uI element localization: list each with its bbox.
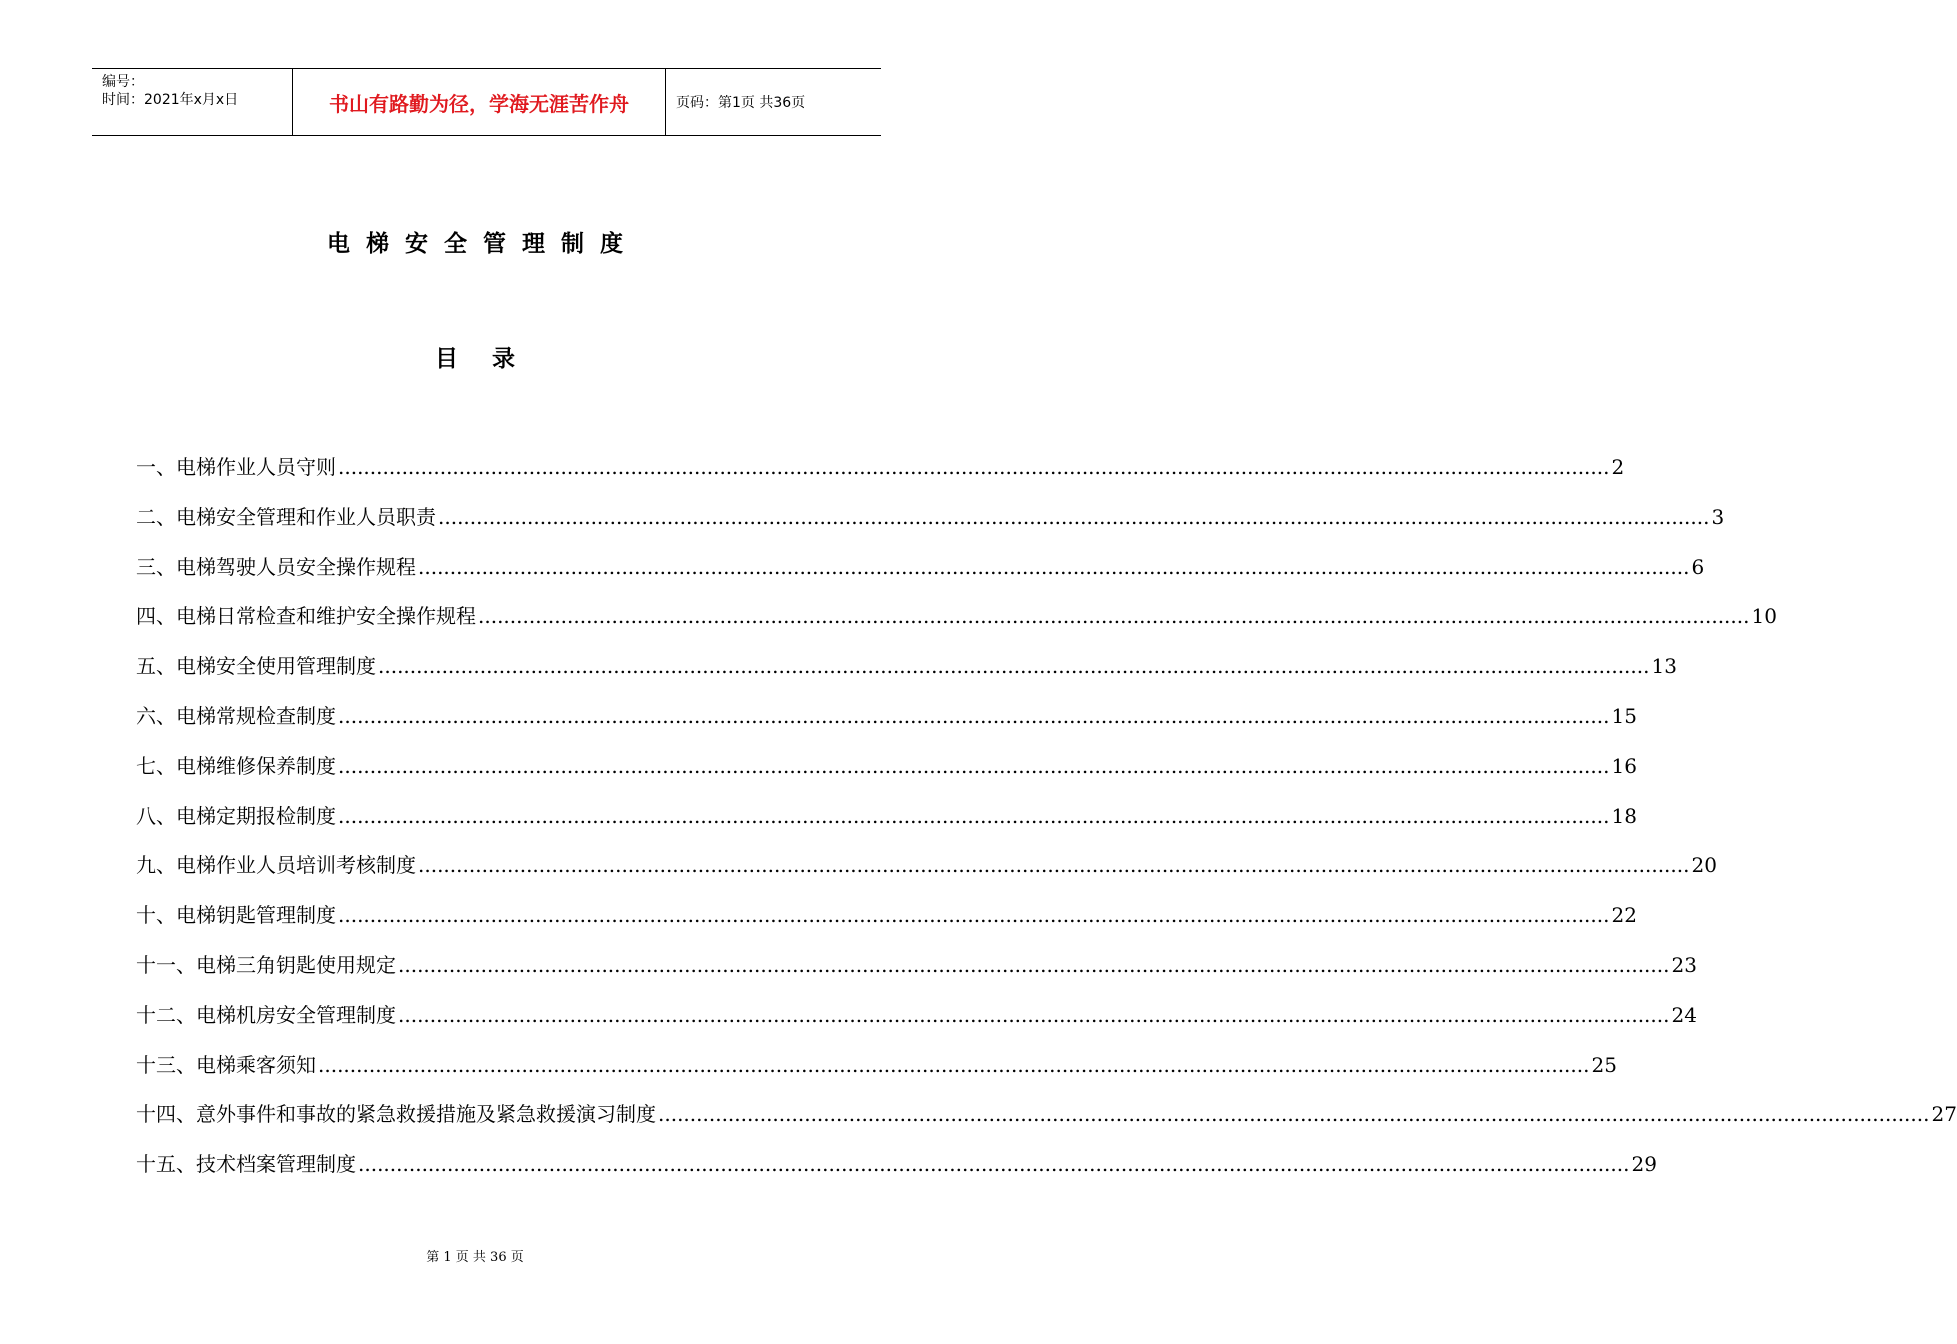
toc-entry-page: 23 bbox=[1671, 952, 1697, 977]
toc-entry-page: 15 bbox=[1611, 703, 1637, 728]
toc-entry-label: 五、电梯安全使用管理制度 bbox=[136, 654, 376, 679]
toc-leader-dots: ........................................................................................................................................................................................................ bbox=[338, 903, 1610, 928]
toc-entry[interactable] bbox=[136, 949, 1697, 999]
toc-leader-dots: ........................................................................................................................................................................................................ bbox=[378, 654, 1650, 679]
toc-leader-dots: ........................................................................................................................................................................................................ bbox=[438, 504, 1710, 529]
header-table bbox=[92, 68, 881, 136]
toc-entry-label: 十二、电梯机房安全管理制度 bbox=[136, 1002, 396, 1027]
toc-entry-label: 三、电梯驾驶人员安全操作规程 bbox=[136, 554, 416, 579]
page-footer: 第 1 页 共 36 页 bbox=[426, 1250, 524, 1265]
toc-entry-page: 2 bbox=[1611, 455, 1625, 479]
toc-entry[interactable] bbox=[136, 650, 1677, 700]
toc-entry-label: 二、电梯安全管理和作业人员职责 bbox=[136, 504, 436, 529]
toc-entry[interactable] bbox=[136, 999, 1697, 1049]
motto-text: 书山有路勤为径，学海无涯苦作舟 bbox=[329, 91, 629, 116]
toc-leader-dots: ........................................................................................................................................................................................................ bbox=[398, 1002, 1670, 1027]
toc-entry-page: 10 bbox=[1751, 604, 1777, 629]
toc-entry-page: 22 bbox=[1611, 903, 1637, 928]
toc-leader-dots: ........................................................................................................................................................................................................ bbox=[338, 803, 1610, 828]
toc-leader-dots: ........................................................................................................................................................................................................ bbox=[398, 952, 1670, 977]
toc-leader-dots: ........................................................................................................................................................................................................ bbox=[358, 1152, 1630, 1177]
table-of-contents bbox=[136, 451, 1957, 1198]
toc-entry-label: 四、电梯日常检查和维护安全操作规程 bbox=[136, 604, 476, 629]
toc-entry-label: 十五、技术档案管理制度 bbox=[136, 1152, 356, 1177]
toc-entry[interactable] bbox=[136, 501, 1725, 551]
toc-leader-dots: ........................................................................................................................................................................................................ bbox=[318, 1052, 1590, 1077]
toc-entry[interactable] bbox=[136, 750, 1637, 800]
toc-leader-dots: ........................................................................................................................................................................................................ bbox=[338, 703, 1610, 728]
toc-entry-page: 3 bbox=[1711, 504, 1725, 529]
document-title: 电梯安全管理制度 bbox=[327, 231, 639, 257]
toc-leader-dots: ........................................................................................................................................................................................................ bbox=[658, 1102, 1930, 1127]
toc-entry-page: 6 bbox=[1691, 554, 1705, 579]
toc-leader-dots: ........................................................................................................................................................................................................ bbox=[338, 753, 1610, 778]
toc-entry[interactable] bbox=[136, 451, 1625, 501]
toc-leader-dots: ........................................................................................................................................................................................................ bbox=[418, 853, 1690, 878]
toc-entry[interactable] bbox=[136, 551, 1705, 601]
toc-leader-dots: ........................................................................................................................................................................................................ bbox=[338, 455, 1610, 479]
toc-entry-label: 八、电梯定期报检制度 bbox=[136, 803, 336, 828]
toc-entry-page: 13 bbox=[1651, 654, 1677, 679]
toc-entry[interactable] bbox=[136, 1098, 1957, 1148]
number-label: 编号： bbox=[102, 74, 144, 90]
header-meta-cell bbox=[92, 69, 293, 135]
toc-entry-page: 29 bbox=[1631, 1152, 1657, 1177]
toc-entry-page: 20 bbox=[1691, 853, 1717, 878]
toc-entry-label: 九、电梯作业人员培训考核制度 bbox=[136, 853, 416, 878]
toc-entry-page: 25 bbox=[1591, 1052, 1617, 1077]
toc-leader-dots: ........................................................................................................................................................................................................ bbox=[478, 604, 1750, 629]
toc-entry-page: 18 bbox=[1611, 803, 1637, 828]
header-motto-cell bbox=[293, 69, 666, 135]
toc-entry-label: 十一、电梯三角钥匙使用规定 bbox=[136, 952, 396, 977]
toc-heading: 目录 bbox=[435, 346, 549, 372]
toc-entry-page: 16 bbox=[1611, 753, 1637, 778]
toc-entry-label: 十四、意外事件和事故的紧急救援措施及紧急救援演习制度 bbox=[136, 1102, 656, 1127]
header-page-info: 页码：第1页 共36页 bbox=[676, 95, 806, 111]
header-page-cell bbox=[666, 69, 881, 135]
toc-entry[interactable] bbox=[136, 899, 1637, 949]
toc-entry-label: 十三、电梯乘客须知 bbox=[136, 1052, 316, 1077]
toc-entry[interactable] bbox=[136, 700, 1637, 750]
toc-entry[interactable] bbox=[136, 600, 1777, 650]
toc-entry-label: 七、电梯维修保养制度 bbox=[136, 753, 336, 778]
toc-entry-label: 一、电梯作业人员守则 bbox=[136, 455, 336, 479]
toc-leader-dots: ........................................................................................................................................................................................................ bbox=[418, 554, 1690, 579]
toc-entry[interactable] bbox=[136, 1148, 1657, 1198]
toc-entry[interactable] bbox=[136, 800, 1637, 850]
time-label: 时间：2021年x月x日 bbox=[102, 92, 239, 108]
toc-entry-page: 24 bbox=[1671, 1002, 1697, 1027]
toc-entry-label: 六、电梯常规检查制度 bbox=[136, 703, 336, 728]
toc-entry-page: 27 bbox=[1931, 1102, 1957, 1127]
toc-entry[interactable] bbox=[136, 849, 1717, 899]
toc-entry-label: 十、电梯钥匙管理制度 bbox=[136, 903, 336, 928]
toc-entry[interactable] bbox=[136, 1049, 1617, 1099]
